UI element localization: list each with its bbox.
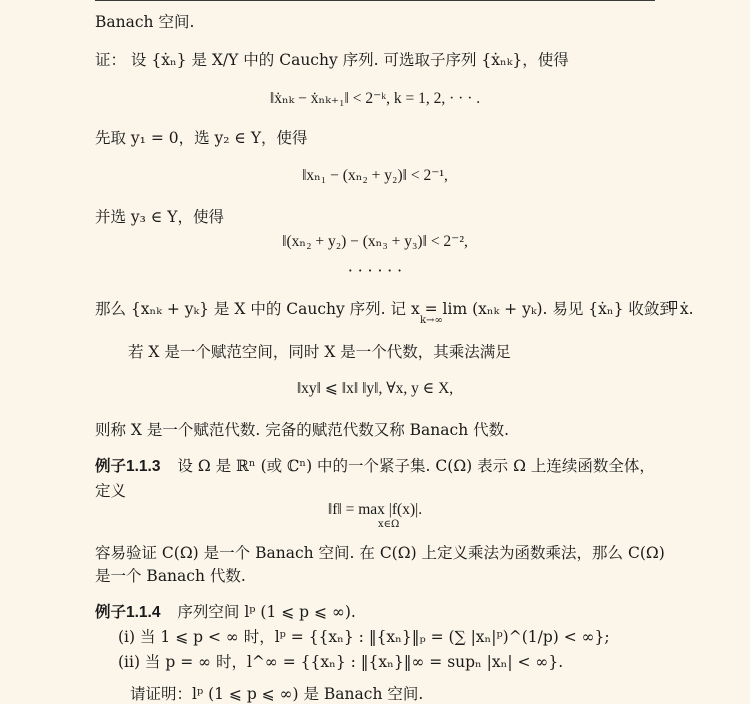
qed-box-icon: [669, 301, 677, 309]
text-choose-y: 先取 y₁ = 0，选 y₂ ∈ Y，使得: [95, 129, 308, 147]
proof-conclusion: 那么 {xₙₖ + yₖ} 是 X 中的 Cauchy 序列. 记 x = lim (xₙₖ + yₖ). 易见 {ẋₙ} 收敛到 ẋ.: [95, 300, 694, 318]
equation-y2: ‖xₙ₁ − (xₙ₂ + y₂)‖ < 2⁻¹,: [302, 167, 448, 184]
limit-subscript: k→∞: [420, 315, 443, 326]
cut-off-top-line: [95, 0, 655, 9]
case-ii: (ii) 当 p = ∞ 时，l^∞ = {{xₙ} : ‖{xₙ}‖∞ = supₙ |xₙ| < ∞}.: [118, 653, 564, 671]
text-choose-y3: 并选 y₃ ∈ Y，使得: [95, 208, 224, 226]
equation-sup-norm: ‖f‖ = max |f(x)|.: [327, 501, 423, 518]
example-text: 序列空间 lᵖ (1 ⩽ p ⩽ ∞).: [177, 603, 356, 621]
exercise-prompt: 请证明：lᵖ (1 ⩽ p ⩽ ∞) 是 Banach 空间.: [130, 685, 424, 703]
example-1-1-4: [95, 600, 356, 622]
example-1-1-3: [95, 454, 655, 476]
text-line-banach-space: Banach 空间.: [95, 13, 195, 31]
equation-subsequence: ‖ẋₙₖ − ẋₙₖ₊₁‖ < 2⁻ᵏ, k = 1, 2, · · · .: [269, 90, 481, 107]
text-verify: 容易验证 C(Ω) 是一个 Banach 空间. 在 C(Ω) 上定义乘法为函数乘法，那么 C(Ω): [95, 544, 665, 562]
example-label: 例子1.1.3: [95, 458, 161, 475]
example-label: 例子1.1.4: [95, 604, 161, 621]
proof-intro: 证： 设 {ẋₙ} 是 X/Y 中的 Cauchy 序列. 可选取子序列 {ẋₙₖ}，使得: [95, 51, 569, 69]
ellipsis: · · · · · ·: [347, 262, 403, 280]
equation-norm-product: ‖xy‖ ⩽ ‖x‖ ‖y‖, ∀x, y ∈ X,: [296, 380, 454, 397]
normed-algebra-intro: 若 X 是一个赋范空间，同时 X 是一个代数，其乘法满足: [128, 343, 511, 361]
example-define: 定义: [95, 482, 127, 500]
example-text: 设 Ω 是 ℝⁿ (或 ℂⁿ) 中的一个紧子集. C(Ω) 表示 Ω 上连续函数全体，: [177, 457, 655, 475]
case-i: (i) 当 1 ⩽ p < ∞ 时，lᵖ = {{xₙ} : ‖{xₙ}‖ₚ = (∑ |xₙ|ᵖ)^(1/p) < ∞};: [118, 628, 610, 646]
text-banach-algebra: 是一个 Banach 代数.: [95, 567, 246, 585]
normed-algebra-definition: 则称 X 是一个赋范代数. 完备的赋范代数又称 Banach 代数.: [95, 421, 510, 439]
equation-y3: ‖(xₙ₂ + y₂) − (xₙ₃ + y₃)‖ < 2⁻²,: [282, 233, 468, 250]
max-subscript: x∈Ω: [378, 519, 400, 530]
